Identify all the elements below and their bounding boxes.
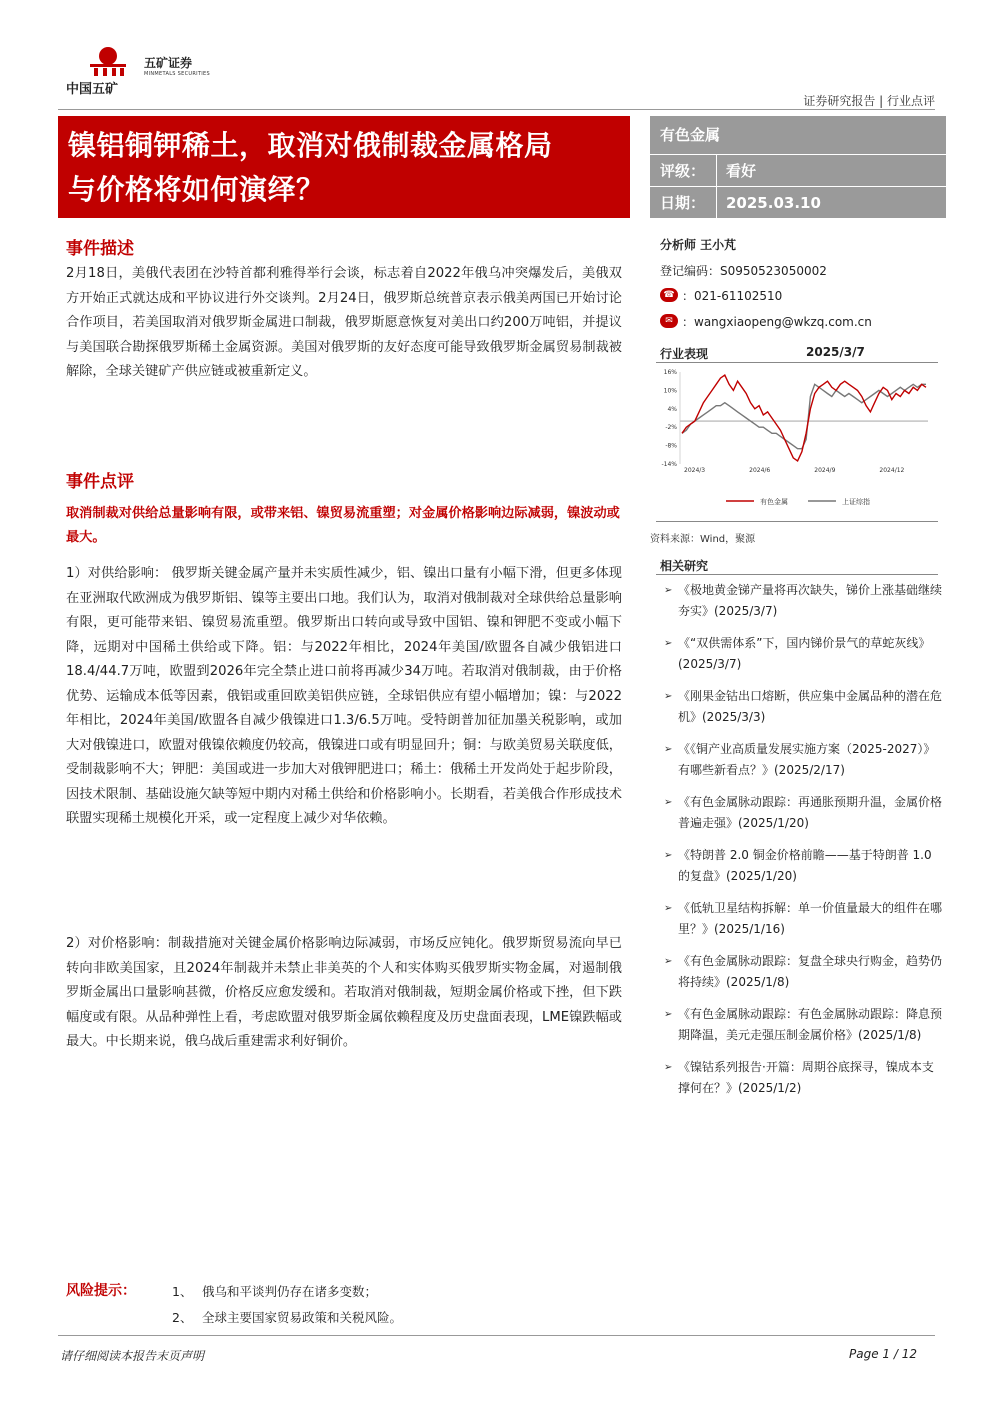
bullet-arrow-icon: ➢ — [664, 850, 673, 861]
related-research-item[interactable] — [662, 951, 942, 993]
chart-title: 行业表现 — [660, 347, 709, 361]
related-research-label: 《有色金属脉动跟踪：复盘全球央行购金，趋势仍将持续》(2025/1/8) — [678, 954, 943, 989]
related-research-label: 《特朗普 2.0 铜金价格前瞻——基于特朗普 1.0 的复盘》(2025/1/20) — [678, 848, 932, 883]
risk-label: 风险提示： — [66, 1283, 136, 1299]
supply-impact-paragraph: 1）对供给影响： 俄罗斯关键金属产量并未实质性减少，铝、镍出口量有小幅下滑，但更多体现在亚洲取代欧洲成为俄罗斯铝、镍等主要出口地。我们认为，取消对俄制裁对全球供给总量影响有限，更可能带来铝、镍贸易流重塑。俄罗斯出口转向或导致中国铝、镍和钾肥不变或小幅下降，远期对中国稀土供给或下降。铝：与2022年相比，2024年美国/欧盟各自减少俄铝进口18.4/44.7万吨，欧盟到2026年完全禁止进口前将再减少34万吨。若取消对俄制裁，由于价格优势、运输成本低等因素，俄铝或重回欧美铝供应链，全球铝供应有望小幅增加；镍：与2022年相比，2024年美国/欧盟各自减少俄镍进口1.3/6.5万吨。受特朗普加征加墨关税影响，或加大对俄镍进口，欧盟对俄镍依赖度仍较高，俄镍进口或有明显回升；铜：与欧美贸易关联度低，受制裁影响不大；钾肥：美国或进一步加大对俄钾肥进口；稀土：俄稀土开发尚处于起步阶段，因技术限制、基础设施欠缺等短中期内对稀土供给和价格影响小。长期看，若美俄合作形成技术联盟实现稀土规模化开采，或一定程度上减少对华依赖。 — [66, 566, 622, 826]
report-tag: 证券研究报告 | 行业点评 — [803, 94, 935, 108]
date-value: 2025.03.10 — [726, 194, 821, 212]
footer-disclaimer: 请仔细阅读本报告末页声明 — [60, 1349, 205, 1363]
title-line-2: 与价格将如何演绎？ — [68, 173, 325, 206]
legend-label: 有色金属 — [760, 498, 788, 506]
email-icon: ✉ — [660, 314, 678, 328]
panel-divider — [650, 154, 946, 155]
related-research-title: 相关研究 — [660, 559, 709, 573]
x-tick-label: 2024/6 — [749, 467, 771, 474]
risk-item-text: 俄乌和平谈判仍存在诸多变数； — [202, 1284, 378, 1299]
risk-item-number: 1、 — [172, 1284, 193, 1299]
x-tick-label: 2024/12 — [879, 467, 905, 474]
y-tick-label: -2% — [665, 424, 677, 432]
related-research-item[interactable] — [662, 686, 942, 728]
brand-en: MINMETALS SECURITIES — [144, 71, 210, 77]
date-label: 日期： — [660, 194, 706, 212]
phone-icon: ☎ — [660, 288, 678, 302]
bullet-arrow-icon: ➢ — [664, 1009, 673, 1020]
related-research-label: 《有色金属脉动跟踪：再通胀预期升温，金属价格普遍走强》(2025/1/20) — [678, 795, 943, 830]
brand-cn: 五矿证券 — [144, 56, 193, 70]
related-research-item[interactable] — [662, 580, 942, 622]
industry-performance-chart — [656, 364, 938, 519]
section-title-comment: 事件点评 — [66, 472, 134, 492]
legend-label: 上证综指 — [842, 498, 870, 506]
related-research-item[interactable] — [662, 739, 942, 781]
related-research-item[interactable] — [662, 1004, 942, 1046]
bullet-arrow-icon: ➢ — [664, 1062, 673, 1073]
related-research-label: 《极地黄金锑产量将再次缺失，锑价上涨基础继续夯实》(2025/3/7) — [678, 583, 943, 618]
company-logo — [66, 44, 216, 98]
related-research-item[interactable] — [662, 898, 942, 940]
logo-text: 中国五矿 — [66, 82, 119, 97]
risk-item-text: 全球主要国家贸易政策和关税风险。 — [202, 1310, 403, 1325]
analyst-reg: 登记编码：S0950523050002 — [660, 264, 827, 278]
risk-item-number: 2、 — [172, 1310, 193, 1325]
related-research-list — [662, 580, 942, 1110]
bullet-arrow-icon: ➢ — [664, 638, 673, 649]
bullet-arrow-icon: ➢ — [664, 691, 673, 702]
logo-emblem-icon — [84, 44, 132, 78]
x-tick-label: 2024/3 — [684, 467, 706, 474]
related-research-label: 《“双供需体系”下，国内锑价景气的草蛇灰线》(2025/3/7) — [678, 636, 931, 671]
title-line-1: 镍铝铜钾稀土，取消对俄制裁金属格局 — [68, 129, 553, 162]
bullet-arrow-icon: ➢ — [664, 585, 673, 596]
analyst-phone: ：021-61102510 — [682, 289, 783, 303]
related-research-item[interactable] — [662, 633, 942, 675]
related-research-label: 《刚果金钴出口熔断，供应集中金属品种的潜在危机》(2025/3/3) — [678, 689, 943, 724]
bullet-arrow-icon: ➢ — [664, 903, 673, 914]
series-line-nonferrous — [682, 375, 926, 461]
panel-vertical-divider — [716, 154, 717, 218]
related-research-label: 《低轨卫星结构拆解：单一价值量最大的组件在哪里？》(2025/1/16) — [678, 901, 943, 936]
analyst-email: ：wangxiaopeng@wkzq.com.cn — [682, 315, 872, 329]
brand — [144, 54, 210, 77]
bullet-arrow-icon: ➢ — [664, 797, 673, 808]
chart-top-divider — [656, 362, 938, 363]
related-research-item[interactable] — [662, 845, 942, 887]
related-research-label: 《有色金属脉动跟踪：有色金属脉动跟踪：降息预期降温，美元走强压制金属价格》(2025/1/8) — [678, 1007, 943, 1042]
bullet-arrow-icon: ➢ — [664, 744, 673, 755]
event-description: 2月18日，美俄代表团在沙特首都利雅得举行会谈，标志着自2022年俄乌冲突爆发后，美俄双方开始正式就达成和平协议进行外交谈判。2月24日，俄罗斯总统普京表示俄美两国已开始讨论合作项目，若美国取消对俄罗斯金属进口制裁，俄罗斯愿意恢复对美出口约200万吨铝，并提议与美国联合勘探俄罗斯稀土金属资源。美国对俄罗斯的友好态度可能导致俄罗斯金属贸易制裁被解除，全球关键矿产供应链或被重新定义。 — [66, 266, 622, 379]
chart-date: 2025/3/7 — [806, 345, 865, 359]
rating-label: 评级： — [660, 162, 706, 180]
x-tick-label: 2024/9 — [814, 467, 836, 474]
bullet-arrow-icon: ➢ — [664, 956, 673, 967]
panel-divider — [650, 186, 946, 187]
title-banner — [58, 116, 630, 218]
chart-source: 资料来源：Wind，聚源 — [650, 534, 756, 545]
y-tick-label: -8% — [665, 442, 677, 450]
related-research-item[interactable] — [662, 792, 942, 834]
related-research-label: 《《铜产业高质量发展实施方案（2025-2027）》有哪些新看点？》(2025/2/17) — [678, 742, 936, 777]
related-divider — [656, 574, 938, 575]
page-number: Page 1 / 12 — [849, 1347, 917, 1361]
related-research-item[interactable] — [662, 1057, 942, 1099]
related-research-label: 《镍钴系列报告·开篇：周期谷底探寻，镍成本支撑何在？》(2025/1/2) — [678, 1060, 934, 1095]
footer-divider — [58, 1335, 935, 1336]
y-tick-label: 4% — [667, 405, 677, 413]
section-title-event: 事件描述 — [66, 239, 134, 259]
industry-name: 有色金属 — [660, 126, 721, 144]
header-divider — [58, 109, 935, 110]
analyst-name: 分析师 王小芃 — [660, 238, 737, 252]
chart-bottom-divider — [656, 521, 938, 522]
y-tick-label: -14% — [661, 461, 677, 468]
y-tick-label: 16% — [663, 369, 677, 376]
comment-headline: 取消制裁对供给总量影响有限，或带来铝、镍贸易流重塑；对金属价格影响边际减弱，镍波动或最大。 — [66, 506, 620, 545]
price-impact-paragraph: 2）对价格影响：制裁措施对关键金属价格影响边际减弱，市场反应钝化。俄罗斯贸易流向早已转向非欧美国家，且2024年制裁并未禁止非美英的个人和实体购买俄罗斯实物金属，对遏制俄罗斯金属出口量影响甚微，价格反应愈发缓和。若取消对俄制裁，短期金属价格或下挫，但下跌幅度或有限。从品种弹性上看，考虑欧盟对俄罗斯金属依赖程度及历史盘面表现，LME镍跌幅或最大。中长期来说，俄乌战后重建需求利好铜价。 — [66, 936, 622, 1049]
rating-panel — [650, 116, 946, 218]
rating-value: 看好 — [726, 162, 757, 180]
y-tick-label: 10% — [663, 387, 677, 395]
